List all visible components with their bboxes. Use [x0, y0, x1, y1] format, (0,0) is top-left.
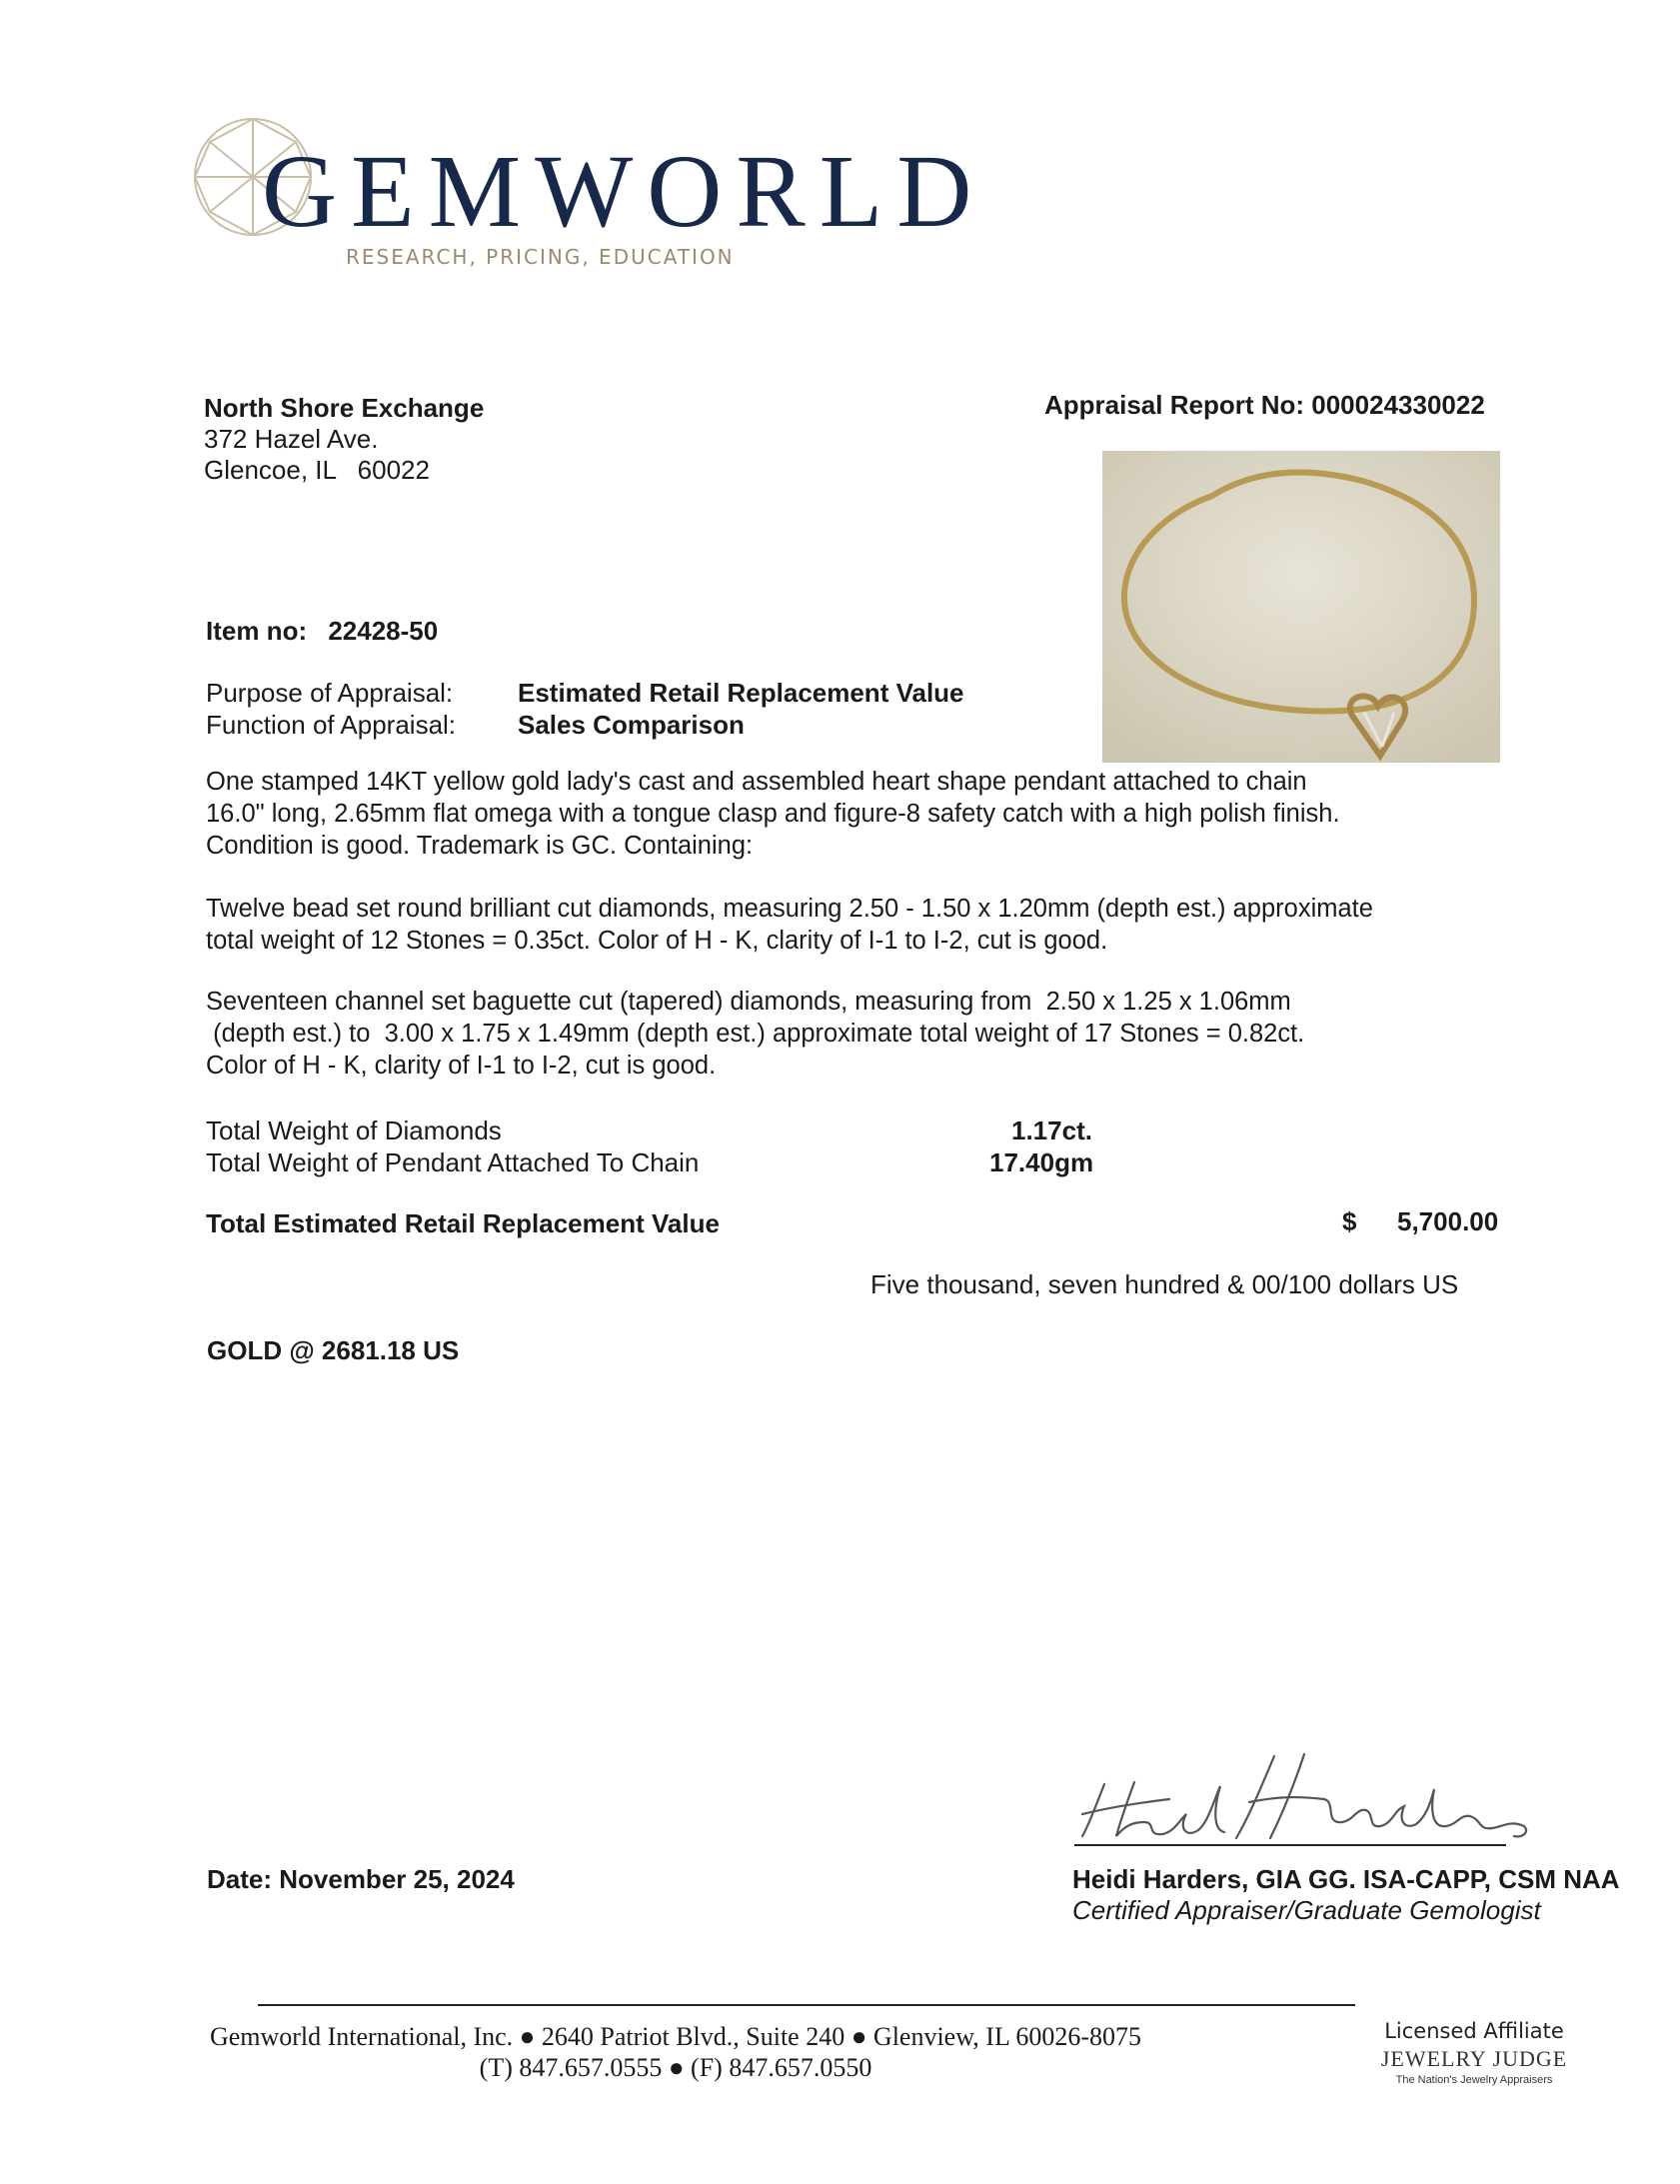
logo-tagline: RESEARCH, PRICING, EDUCATION	[346, 245, 735, 269]
item-number	[206, 615, 438, 647]
report-number	[1044, 389, 1485, 421]
description-line: Condition is good. Trademark is GC. Containing:	[206, 832, 754, 860]
description-line: Seventeen channel set baguette cut (tapered) diamonds, measuring from 2.50 x 1.25 x 1.06mm	[206, 988, 1291, 1016]
currency-symbol: $	[1342, 1206, 1357, 1236]
report-date: Date: November 25, 2024	[207, 1864, 515, 1894]
footer-phone: (T) 847.657.0555 ● (F) 847.657.0550	[479, 2053, 872, 2082]
affiliate-label: Licensed Affiliate	[1384, 2019, 1564, 2043]
affiliate-brand: JEWELRY JUDGE	[1380, 2046, 1568, 2071]
total-pendant-label: Total Weight of Pendant Attached To Chain	[206, 1147, 700, 1177]
report-number-label: Appraisal Report No:	[1044, 390, 1305, 420]
function-label: Function of Appraisal:	[206, 710, 457, 740]
description-line: Twelve bead set round brilliant cut diamonds, measuring 2.50 - 1.50 x 1.20mm (depth est.) approximate	[206, 895, 1373, 923]
item-photo	[1102, 451, 1500, 763]
purpose-value: Estimated Retail Replacement Value	[518, 678, 964, 708]
footer-address: Gemworld International, Inc. ● 2640 Patriot Blvd., Suite 240 ● Glenview, IL 60026-8075	[209, 2022, 1142, 2051]
description-line: 16.0" long, 2.65mm flat omega with a tongue clasp and figure-8 safety catch with a high polish finish.	[206, 800, 1340, 828]
replacement-value-label: Total Estimated Retail Replacement Value	[206, 1208, 720, 1238]
report-number-value: 000024330022	[1311, 390, 1485, 420]
gold-price: GOLD @ 2681.18 US	[207, 1335, 460, 1365]
total-diamonds-label: Total Weight of Diamonds	[206, 1115, 502, 1145]
description-line: total weight of 12 Stones = 0.35ct. Color of H - K, clarity of I-1 to I-2, cut is good.	[206, 927, 1108, 955]
appraiser-signature	[1074, 1744, 1534, 1844]
description-line: Color of H - K, clarity of I-1 to I-2, cut is good.	[206, 1052, 717, 1080]
logo-wordmark: GEMWORLD	[262, 134, 986, 249]
appraiser-name: Heidi Harders, GIA GG. ISA-CAPP, CSM NAA	[1072, 1864, 1620, 1894]
description-line: (depth est.) to 3.00 x 1.75 x 1.49mm (depth est.) approximate total weight of 17 Stones = 0.82ct.	[206, 1020, 1305, 1048]
item-number-value: 22428-50	[328, 616, 439, 646]
appraiser-title: Certified Appraiser/Graduate Gemologist	[1072, 1895, 1541, 1925]
client-address-line1: 372 Hazel Ave.	[204, 424, 379, 454]
baguette-diamonds-description	[206, 986, 1535, 1082]
replacement-value-amount: 5,700.00	[1397, 1206, 1499, 1236]
total-diamonds-value: 1.17ct.	[1011, 1115, 1092, 1145]
round-diamonds-description	[206, 893, 1535, 957]
client-name: North Shore Exchange	[204, 393, 485, 423]
item-number-label: Item no:	[206, 616, 308, 646]
item-description	[206, 766, 1535, 862]
function-value: Sales Comparison	[518, 710, 745, 740]
replacement-value-words: Five thousand, seven hundred & 00/100 dollars US	[870, 1269, 1459, 1299]
affiliate-badge	[1369, 2017, 1579, 2087]
affiliate-tagline: The Nation's Jewelry Appraisers	[1395, 2074, 1553, 2086]
total-pendant-value: 17.40gm	[989, 1147, 1094, 1177]
description-line: One stamped 14KT yellow gold lady's cast and assembled heart shape pendant attached to chain	[206, 768, 1307, 796]
signature-line	[1074, 1844, 1506, 1846]
client-address-line2: Glencoe, IL 60022	[204, 455, 430, 485]
purpose-label: Purpose of Appraisal:	[206, 678, 454, 708]
footer-divider	[258, 2004, 1355, 2006]
